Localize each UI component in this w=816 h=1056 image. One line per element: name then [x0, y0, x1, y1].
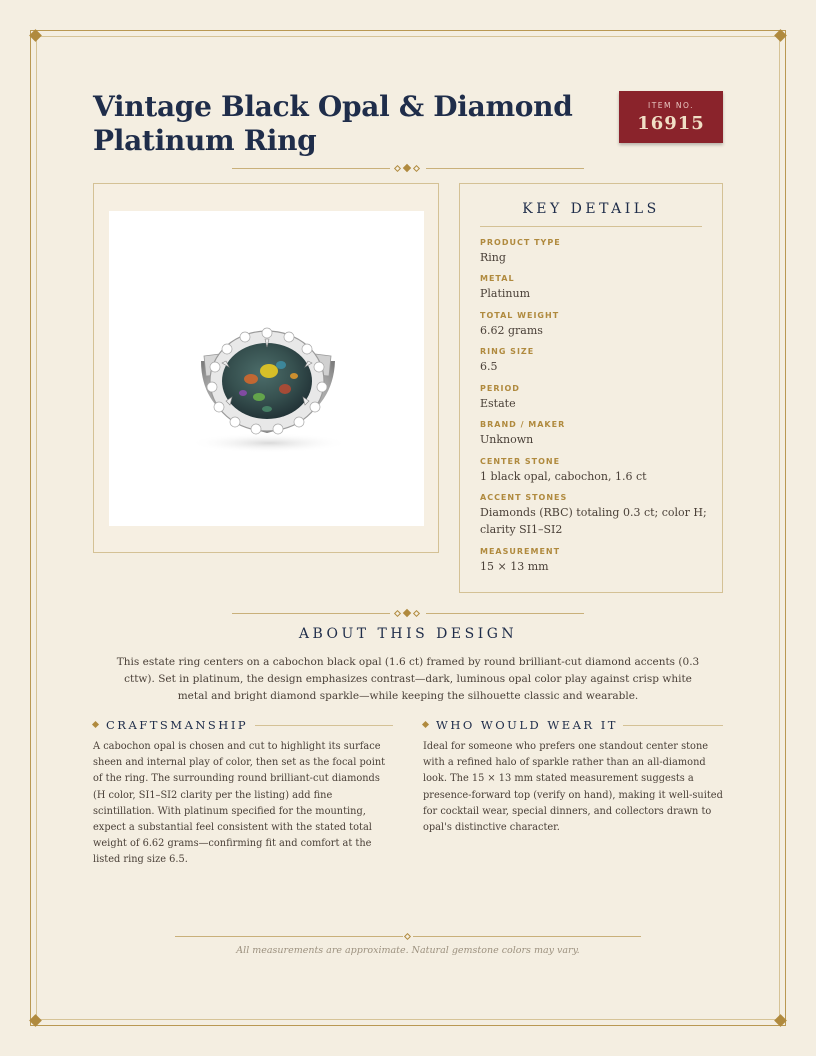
detail-metal [480, 274, 710, 302]
detail-total-weight [480, 311, 710, 339]
detail-label: PERIOD [480, 384, 520, 393]
wear-heading: WHO WOULD WEAR IT [436, 718, 618, 732]
key-details-heading: KEY DETAILS [522, 201, 660, 217]
detail-value: 15 × 13 mm [480, 560, 549, 573]
detail-label: PRODUCT TYPE [480, 238, 561, 247]
footer-note: All measurements are approximate. Natural gemstone colors may vary. [236, 945, 580, 956]
detail-label: METAL [480, 274, 515, 283]
key-details-panel [459, 183, 723, 593]
wear-text: Ideal for someone who prefers one standout center stone with a refined halo of sparkle rather than an all-diamond look. The 15 × 13 mm stated measurement suggests a presence-forward top (verify on hand), making it well-suited for cocktail wear, special dinners, and collectors drawn to opal's distinctive character. [423, 741, 723, 834]
detail-brand-maker [480, 420, 710, 448]
detail-value: Unknown [480, 433, 534, 446]
detail-product-type [480, 238, 710, 266]
header-divider [232, 164, 584, 174]
item-number-label: ITEM NO. [648, 101, 694, 110]
about-divider [232, 609, 584, 619]
item-number-badge [619, 91, 723, 143]
product-photo-frame [93, 183, 439, 553]
detail-value: Platinum [480, 287, 531, 300]
craftsmanship-heading: CRAFTSMANSHIP [106, 718, 249, 732]
detail-label: ACCENT STONES [480, 493, 568, 502]
diamond-bullet-icon [422, 721, 429, 728]
detail-label: MEASUREMENT [480, 547, 561, 556]
detail-period [480, 384, 710, 412]
detail-accent-stones [480, 493, 710, 538]
detail-label: TOTAL WEIGHT [480, 311, 560, 320]
detail-label: CENTER STONE [480, 457, 561, 466]
product-title: Vintage Black Opal & Diamond Platinum Ring [93, 90, 573, 157]
craftsmanship-header [93, 718, 393, 732]
product-photo [109, 211, 424, 526]
detail-value: Ring [480, 251, 506, 264]
opal-ring-illustration [109, 211, 424, 526]
detail-center-stone [480, 457, 710, 485]
detail-label: RING SIZE [480, 347, 535, 356]
about-heading: ABOUT THIS DESIGN [298, 626, 518, 642]
diamond-bullet-icon [92, 721, 99, 728]
detail-measurement [480, 547, 710, 575]
detail-value: 1 black opal, cabochon, 1.6 ct [480, 470, 647, 483]
detail-ring-size [480, 347, 710, 375]
key-details-rule [480, 226, 702, 227]
craftsmanship-text: A cabochon opal is chosen and cut to highlight its surface sheen and internal play of color, then set as the focal point of the ring. The surrounding round brilliant-cut diamonds (H color, SI1–SI2 clarity per the listing) add fine scintillation. With platinum specified for the mounting, expect a substantial feel consistent with the stated total weight of 6.62 grams—confirming fit and comfort at the listed ring size 6.5. [93, 741, 386, 866]
detail-value: Diamonds (RBC) totaling 0.3 ct; color H; clarity SI1–SI2 [480, 506, 707, 536]
about-description: This estate ring centers on a cabochon black opal (1.6 ct) framed by round brilliant-cut diamond accents (0.3 cttw). Set in platinum, the design emphasizes contrast—dark, luminous opal color play against crisp white metal and bright diamond sparkle—while keeping the silhouette classic and wearable. [116, 656, 700, 702]
detail-label: BRAND / MAKER [480, 420, 566, 429]
detail-value: 6.62 grams [480, 324, 543, 337]
item-number-value: 16915 [637, 113, 705, 134]
footer-divider [175, 932, 641, 942]
detail-value: 6.5 [480, 360, 498, 373]
detail-value: Estate [480, 397, 516, 410]
wear-header [423, 718, 723, 732]
